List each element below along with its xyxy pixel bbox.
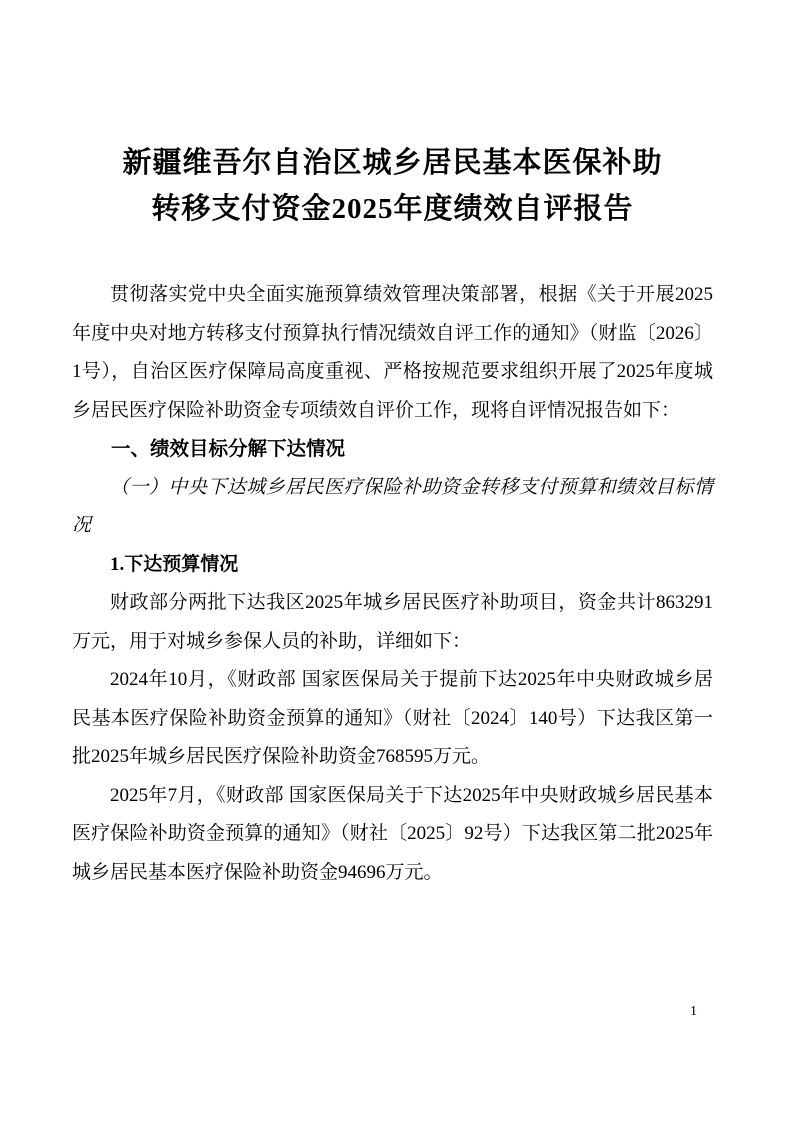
section-heading-1: 一、绩效目标分解下达情况 [111,438,346,460]
document-title-line-1: 新疆维吾尔自治区城乡居民基本医保补助 [122,147,663,179]
document-title [72,140,713,232]
subsection-heading-1-1: （一）中央下达城乡居民医疗保险补助资金转移支付预算和绩效目标情况 [72,476,713,536]
paragraph-second-batch: 2025年7月，《财政部 国家医保局关于下达2025年中央财政城乡居民基本医疗保险补助资金预算的通知》（财社〔2025〕92号）下达我区第二批2025年城乡居民基本医疗保险补助资金94696万元。 [72,784,713,883]
paragraph-first-batch: 2024年10月，《财政部 国家医保局关于提前下达2025年中央财政城乡居民基本医疗保险补助资金预算的通知》（财社〔2024〕140号）下达我区第一批2025年城乡居民医疗保险补助资金768595万元。 [72,669,713,767]
paragraph-budget-summary: 财政部分两批下达我区2025年城乡居民医疗补助项目，资金共计863291万元，用于对城乡参保人员的补助，详细如下： [72,592,713,652]
subsection-heading-budget: 1.下达预算情况 [110,553,239,575]
document-title-line-2: 转移支付资金2025年度绩效自评报告 [151,193,634,225]
paragraph-intro: 贯彻落实党中央全面实施预算绩效管理决策部署，根据《关于开展2025年度中央对地方转移支付预算执行情况绩效自评工作的通知》（财监〔2026〕1号），自治区医疗保障局高度重视、严格按规范要求组织开展了2025年度城乡居民医疗保险补助资金专项绩效自评价工作，现将自评情况报告如下： [72,284,713,421]
page-number: 1 [690,1004,697,1019]
